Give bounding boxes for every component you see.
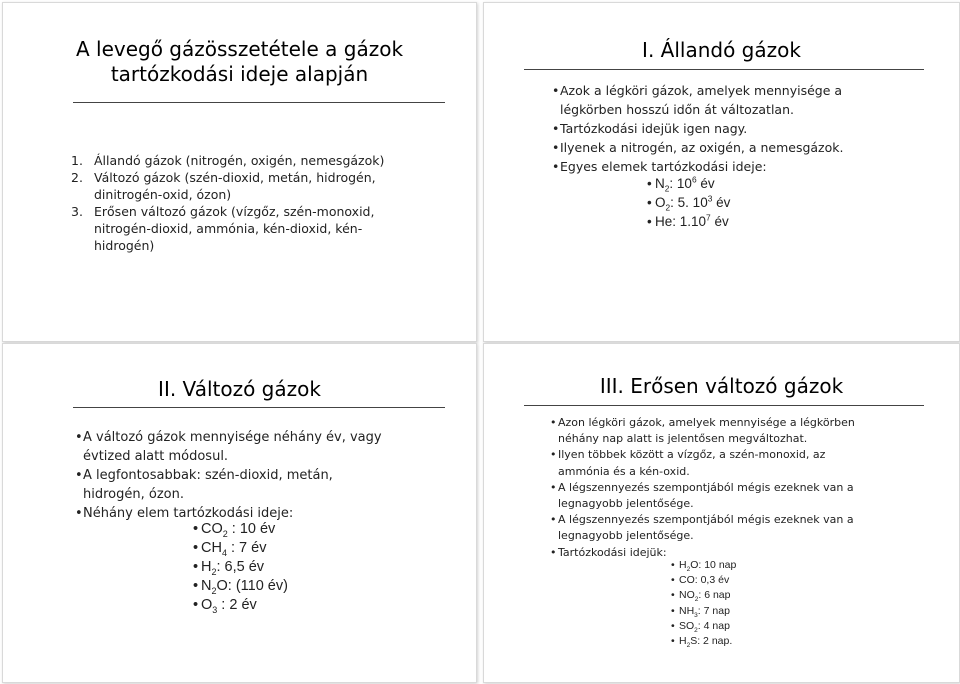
bullet-item: • Tartózkodási idejük igen nagy. — [552, 119, 852, 138]
bullet-list — [550, 415, 880, 561]
residence-item-co: • CO: 0,3 év — [671, 573, 821, 588]
residence-item-ch4: • $CH_4$ : 7 év — [193, 539, 393, 558]
slide-variable-gases — [2, 343, 477, 683]
residence-item-h2o: • $H_2O$: 10 nap — [671, 558, 821, 573]
residence-item-co2: • $CO_2$ : 10 év — [193, 520, 393, 539]
title-divider — [73, 407, 445, 408]
residence-time-list — [647, 174, 847, 231]
bullet-item: • Azok a légköri gázok, amelyek mennyisége a légkörben hosszú időn át változatlan. — [552, 81, 852, 119]
title-divider — [73, 102, 445, 103]
bullet-item: • A legfontosabbak: szén-dioxid, metán, hidrogén, ózon. — [75, 466, 385, 504]
slide-title-overview — [2, 2, 477, 342]
gas-category-list — [71, 152, 411, 254]
bullet-item: • Tartózkodási idejük: — [550, 545, 880, 561]
bullet-item: • Ilyenek a nitrogén, az oxigén, a nemesgázok. — [552, 138, 852, 157]
residence-item-h2: • $H_2$: 6,5 év — [193, 558, 393, 577]
bullet-list — [75, 428, 385, 523]
bullet-item: • Egyes elemek tartózkodási ideje: — [552, 157, 852, 176]
list-item: 2. Változó gázok (szén-dioxid, metán, hidrogén, dinitrogén-oxid, ózon) — [71, 170, 376, 202]
slide-highly-variable-gases — [483, 343, 960, 683]
bullet-list — [552, 81, 852, 176]
residence-item-o2: • $O_2$: 5. $10^3$ év — [647, 193, 847, 212]
title-line-2: tartózkodási ideje alapján — [110, 62, 369, 86]
residence-item-he: • He: 1.10$^7$ év — [647, 212, 847, 231]
residence-item-nh3: • $NH_3$: 7 nap — [671, 604, 821, 619]
list-item: 3. Erősen változó gázok (vízgőz, szén-monoxid, nitrogén-dioxid, ammónia, kén-dioxid, kén-hidrogén) — [71, 204, 375, 253]
slide-title: III. Erősen változó gázok — [599, 374, 844, 398]
residence-item-so2: • $SO_2$: 4 nap — [671, 619, 821, 634]
bullet-item: • Azon légköri gázok, amelyek mennyisége a légkörben néhány nap alatt is jelentősen megváltozhat. — [550, 415, 880, 447]
bullet-item: • Ilyen többek között a vízgőz, a szén-monoxid, az ammónia és a kén-oxid. — [550, 447, 880, 479]
bullet-item: • Néhány elem tartózkodási ideje: — [75, 504, 385, 523]
residence-item-h2s: • $H_2S$: 2 nap. — [671, 634, 821, 649]
residence-item-no2: • $NO_2$: 6 nap — [671, 588, 821, 603]
bullet-item: • A légszennyezés szempontjából mégis ezeknek van a legnagyobb jelentősége. — [550, 480, 880, 512]
bullet-item: • A légszennyezés szempontjából mégis ezeknek van a legnagyobb jelentősége. — [550, 512, 880, 544]
title-divider — [524, 405, 924, 406]
residence-item-n2: • $N_2$: $10^6$ év — [647, 174, 847, 193]
slide-title — [13, 37, 466, 87]
residence-item-o3: • $O_3$ : 2 év — [193, 596, 393, 615]
residence-time-list — [671, 558, 821, 649]
slide-permanent-gases — [483, 2, 960, 342]
residence-item-n2o: • $N_2O$: (110 év) — [193, 577, 393, 596]
slide-title: II. Változó gázok — [158, 377, 321, 401]
residence-time-list — [193, 520, 393, 615]
title-divider — [524, 69, 924, 70]
list-item: 1. Állandó gázok (nitrogén, oxigén, nemesgázok) — [71, 153, 385, 168]
bullet-item: • A változó gázok mennyisége néhány év, vagy évtized alatt módosul. — [75, 428, 385, 466]
title-line-1: A levegő gázösszetétele a gázok — [75, 37, 404, 61]
slide-title: I. Állandó gázok — [642, 38, 801, 62]
